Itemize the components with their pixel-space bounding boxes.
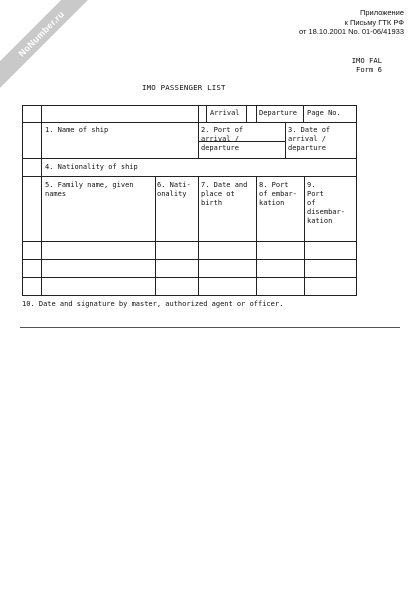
document-header (299, 8, 404, 37)
table-rule (155, 176, 156, 296)
table-rule (22, 295, 357, 296)
date-place-birth-label: 7. Date and place ot birth (201, 181, 248, 207)
table-rule (206, 105, 207, 122)
table-rule (22, 241, 357, 242)
port-disembarkation-label: 9. Port of disembar- kation (307, 181, 345, 225)
family-name-label: 5. Family name, given names (45, 181, 134, 198)
page-no-label: Page No. (307, 109, 341, 117)
header-line-2: к Письму ГТК РФ (344, 17, 404, 27)
table-rule (256, 176, 257, 296)
table-rule (198, 105, 199, 158)
nationality-label: 6. Nati- onality (157, 181, 191, 198)
form-identifier (352, 56, 382, 74)
table-rule (22, 158, 357, 159)
header-line-1: Приложение (360, 8, 404, 17)
port-arrival-label: 2. Port of arrival / departure (201, 126, 244, 152)
table-rule (22, 105, 23, 296)
port-embarkation-label: 8. Port of embar- kation (259, 181, 297, 207)
table-rule (22, 176, 357, 177)
table-rule (22, 277, 357, 278)
watermark-text: NoNumber.ru (16, 8, 66, 59)
arrival-label: Arrival (210, 109, 240, 117)
table-rule (198, 176, 199, 296)
divider (20, 327, 400, 328)
table-rule (285, 122, 286, 158)
watermark-ribbon (0, 0, 101, 93)
header-line-3: от 18.10.2001 No. 01-06/41933 (298, 27, 404, 36)
table-rule (303, 105, 304, 122)
table-rule (22, 105, 357, 106)
table-rule (356, 105, 357, 296)
table-rule (304, 176, 305, 296)
table-rule (256, 105, 257, 122)
departure-label: Departure (259, 109, 297, 117)
date-arrival-label: 3. Date of arrival / departure (288, 126, 331, 152)
table-rule (41, 105, 42, 296)
table-rule (22, 122, 357, 123)
table-rule (22, 259, 357, 260)
page-title: IMO PASSENGER LIST (142, 83, 226, 92)
form-number: Form 6 (356, 65, 382, 74)
table-rule (246, 105, 247, 122)
form-code: IMO FAL (351, 56, 382, 65)
nationality-of-ship-label: 4. Nationality of ship (45, 163, 138, 171)
signature-line: 10. Date and signature by master, authorized agent or officer. (22, 300, 284, 308)
name-of-ship-label: 1. Name of ship (45, 126, 109, 134)
